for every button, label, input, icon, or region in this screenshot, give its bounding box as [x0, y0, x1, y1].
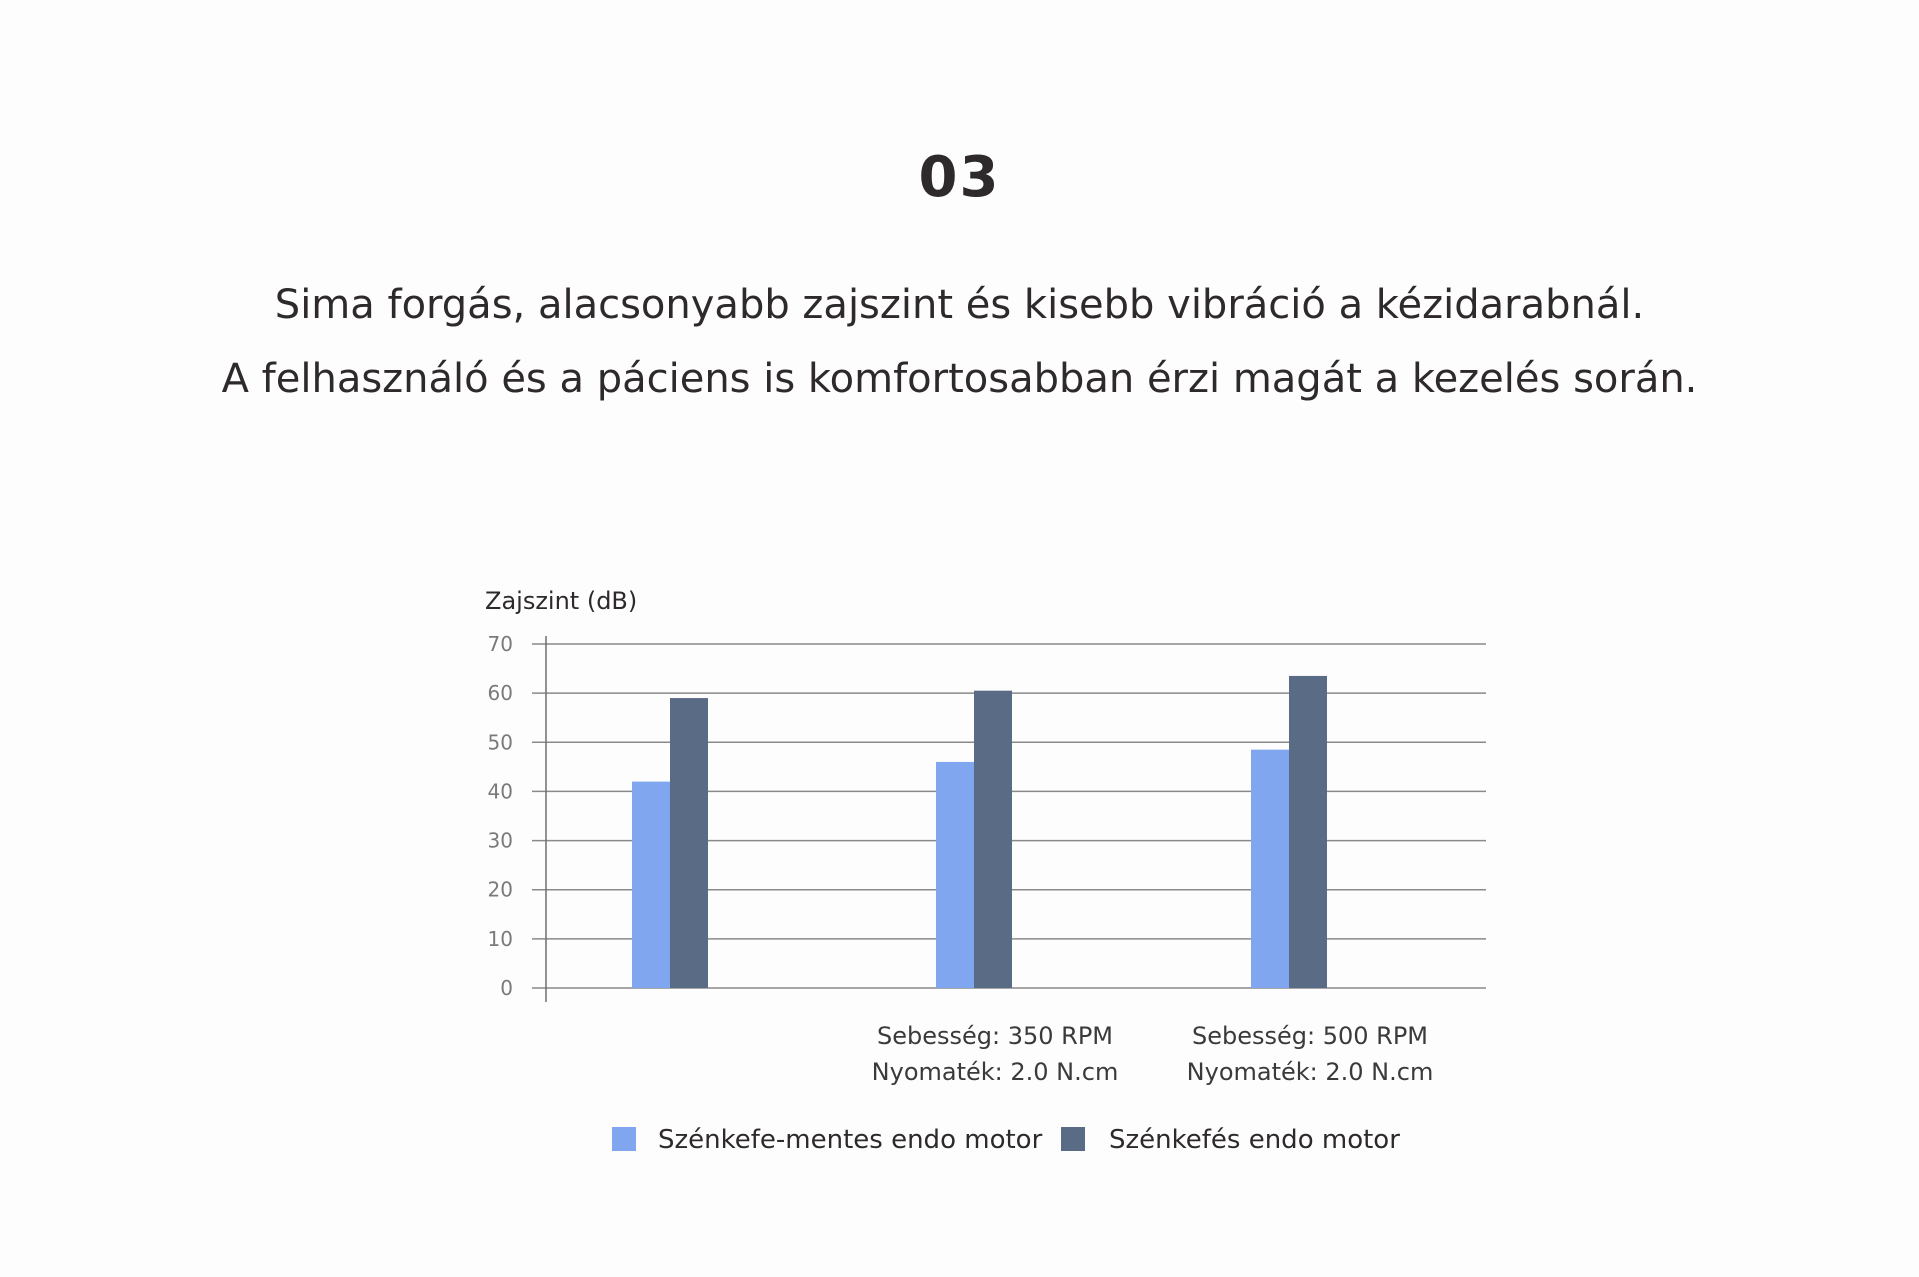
- y-tick-label: 0: [500, 976, 513, 1000]
- category-labels: [872, 1022, 1434, 1086]
- legend-label-brushed: Szénkefés endo motor: [1109, 1125, 1400, 1155]
- legend: [612, 1125, 1400, 1155]
- category-label: Sebesség: 350 RPM: [876, 1022, 1114, 1050]
- description-line-2: A felhasználó és a páciens is komfortosabban érzi magát a kezelés során.: [221, 356, 1698, 402]
- legend-label-brushless: Szénkefe-mentes endo motor: [658, 1125, 1043, 1155]
- y-tick-label: 70: [487, 632, 513, 656]
- bar-brushed-1: [670, 698, 708, 988]
- category-label: Nyomaték: 2.0 N.cm: [871, 1058, 1119, 1086]
- description-line-1: Sima forgás, alacsonyabb zajszint és kisebb vibráció a kézidarabnál.: [274, 282, 1645, 328]
- category-label: Sebesség: 500 RPM: [1191, 1022, 1429, 1050]
- y-tick-label: 30: [487, 828, 513, 853]
- y-tick-label: 60: [487, 681, 513, 706]
- bar-brushless-1: [632, 782, 670, 988]
- y-tick-label: 40: [487, 779, 513, 804]
- y-tick-label: 20: [487, 877, 513, 902]
- y-tick-labels: [488, 632, 513, 1000]
- bars: [632, 676, 1327, 988]
- y-tick-label: 10: [487, 926, 513, 951]
- legend-swatch-brushed: [1061, 1127, 1085, 1151]
- bar-brushless-3: [1251, 750, 1289, 988]
- category-label: Nyomaték: 2.0 N.cm: [1186, 1058, 1434, 1086]
- bar-brushless-2: [936, 762, 974, 988]
- y-tick-label: 50: [487, 730, 513, 755]
- section-number: 03: [918, 145, 1001, 210]
- bar-brushed-3: [1289, 676, 1327, 988]
- legend-swatch-brushless: [612, 1127, 636, 1151]
- y-axis-title: Zajszint (dB): [485, 587, 638, 615]
- bar-brushed-2: [974, 691, 1012, 988]
